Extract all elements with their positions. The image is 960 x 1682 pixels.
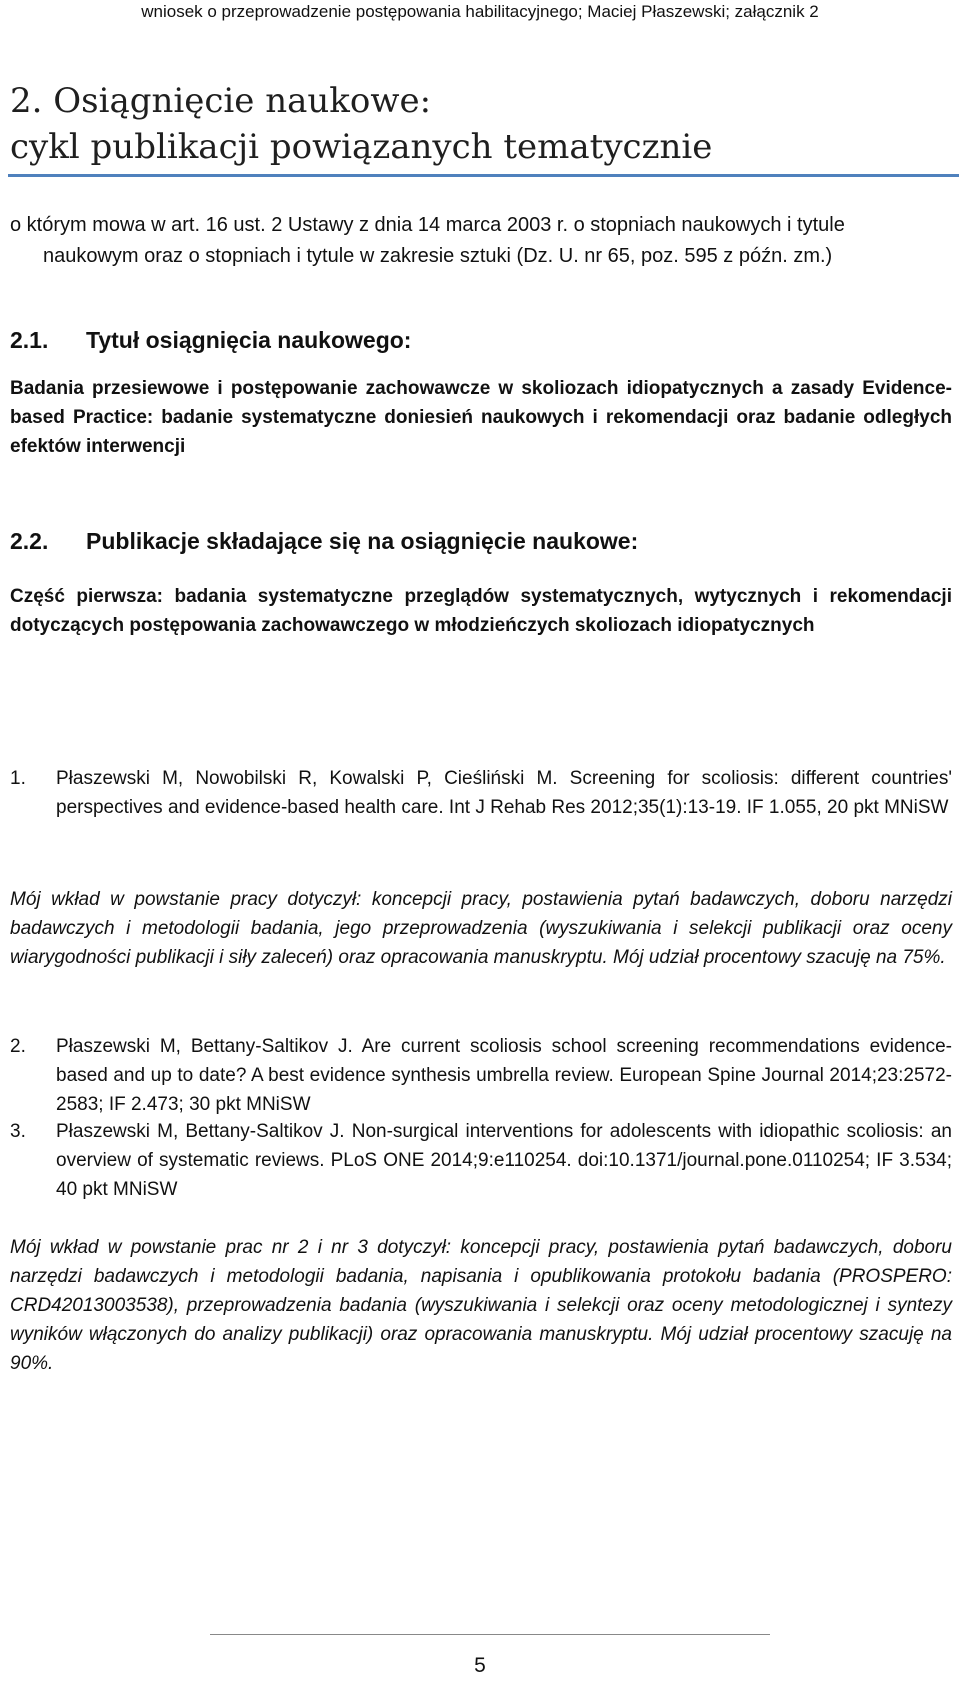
publication-item-1: [10, 764, 952, 822]
page-title-line-1: 2. Osiągnięcie naukowe:: [10, 81, 432, 121]
section-2-2-heading: [10, 528, 638, 555]
legal-reference-line-2: naukowym oraz o stopniach i tytule w zakresie sztuki (Dz. U. nr 65, poz. 595 z późn. zm.): [43, 245, 833, 267]
achievement-title-text: Badania przesiewowe i postępowanie zachowawcze w skoliozach idiopatycznych a zasady Evidence-based Practice: badanie systematyczne doniesień naukowych i rekomendacji oraz badanie odległych efektów interwencji: [10, 378, 952, 457]
page-title: [10, 78, 950, 170]
publication-number: 2.: [10, 1036, 26, 1057]
running-header: wniosek o przeprowadzenie postępowania habilitacyjnego; Maciej Płaszewski; załącznik 2: [141, 2, 819, 21]
legal-reference-line-1: o którym mowa w art. 16 ust. 2 Ustawy z dnia 14 marca 2003 r. o stopniach naukowych i tytule: [10, 214, 845, 236]
contribution-statement-2-3: Mój wkład w powstanie prac nr 2 i nr 3 dotyczył: koncepcji pracy, postawienia pytań badawczych, doboru narzędzi badawczych i metodologii badania, napisania i opublikowania protokołu badania (PROSPERO: CRD42013003538), przeprowadzenia badania (wyszukiwania i selekcji oraz oceny metodologicznej i syntezy wyników włączonych do analizy publikacji) oraz opracowania manuskryptu. Mój udział procentowy szacuję na 90%.: [10, 1237, 952, 1374]
section-2-2-title: Publikacje składające się na osiągnięcie naukowe:: [86, 528, 639, 554]
section-2-1-heading: [10, 327, 411, 354]
section-2-1-title: Tytuł osiągnięcia naukowego:: [86, 327, 412, 353]
publication-item-3: [10, 1117, 952, 1204]
publication-number: 3.: [10, 1121, 26, 1142]
section-2-1-number: 2.1.: [10, 327, 49, 353]
footer-rule: [210, 1634, 770, 1635]
contribution-statement-1: Mój wkład w powstanie pracy dotyczył: koncepcji pracy, postawienia pytań badawczych, doboru narzędzi badawczych i metodologii badania, jego przeprowadzenia (wyszukiwania i selekcji publikacji oraz oceny wiarygodności publikacji i siły zaleceń) oraz opracowania manuskryptu. Mój udział procentowy szacuję na 75%.: [10, 889, 952, 968]
section-2-2-number: 2.2.: [10, 528, 49, 554]
title-underline: [8, 174, 959, 177]
page-number: 5: [474, 1654, 486, 1677]
publication-number: 1.: [10, 768, 26, 789]
part-one-title: Część pierwsza: badania systematyczne przeglądów systematycznych, wytycznych i rekomendacji dotyczących postępowania zachowawczego w młodzieńczych skoliozach idiopatycznych: [10, 586, 952, 636]
legal-reference: [10, 210, 950, 272]
publication-citation: Płaszewski M, Bettany-Saltikov J. Are current scoliosis school screening recommendations evidence-based and up to date? A best evidence synthesis umbrella review. European Spine Journal 2014;23:2572-2583; IF 2.473; 30 pkt MNiSW: [56, 1036, 952, 1115]
publication-citation: Płaszewski M, Nowobilski R, Kowalski P, Cieśliński M. Screening for scoliosis: different countries' perspectives and evidence-based health care. Int J Rehab Res 2012;35(1):13-19. IF 1.055, 20 pkt MNiSW: [56, 768, 952, 818]
publication-item-2: [10, 1032, 952, 1119]
page-title-line-2: cykl publikacji powiązanych tematycznie: [10, 127, 713, 167]
publication-citation: Płaszewski M, Bettany-Saltikov J. Non-surgical interventions for adolescents with idiopathic scoliosis: an overview of systematic reviews. PLoS ONE 2014;9:e110254. doi:10.1371/journal.pone.0110254; IF 3.534; 40 pkt MNiSW: [56, 1121, 952, 1200]
